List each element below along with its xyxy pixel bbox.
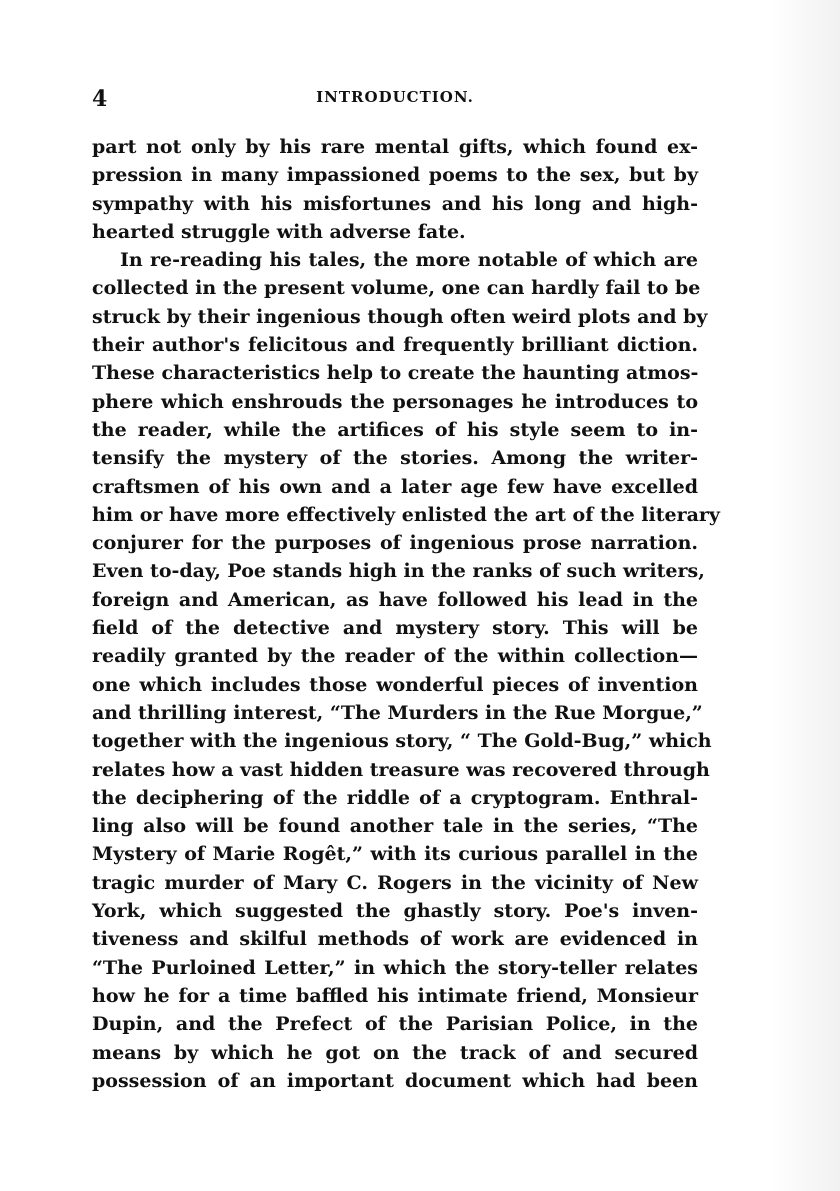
text-line: conjurer for the purposes of ingenious prose narration. xyxy=(92,532,698,555)
body-text xyxy=(92,133,720,1095)
text-line: possession of an important document which had been xyxy=(92,1069,698,1092)
text-line: In re-reading his tales, the more notable of which are xyxy=(120,249,698,272)
text-line: how he for a time baffled his intimate friend, Monsieur xyxy=(92,984,698,1007)
text-line: hearted struggle with adverse fate. xyxy=(92,220,466,243)
text-line: their author's felicitous and frequently brilliant diction. xyxy=(92,334,698,357)
page-header xyxy=(92,88,698,114)
text-line: Mystery of Marie Rogêt,” with its curious parallel in the xyxy=(92,843,698,866)
text-line: ling also will be found another tale in the series, “The xyxy=(92,815,698,838)
text-line: Even to-day, Poe stands high in the ranks of such writers, xyxy=(92,560,705,583)
text-line: readily granted by the reader of the within collection— xyxy=(92,645,698,668)
text-line: field of the detective and mystery story. This will be xyxy=(92,617,698,640)
text-line: York, which suggested the ghastly story. Poe's inven- xyxy=(92,900,698,923)
text-line: Dupin, and the Prefect of the Parisian Police, in the xyxy=(92,1013,698,1036)
text-line: one which includes those wonderful pieces of invention xyxy=(92,673,698,696)
text-line: phere which enshrouds the personages he introduces to xyxy=(92,390,698,413)
text-line: part not only by his rare mental gifts, which found ex- xyxy=(92,136,698,158)
running-head: INTRODUCTION. xyxy=(316,88,474,106)
text-line: means by which he got on the track of and secured xyxy=(92,1041,698,1064)
text-line: sympathy with his misfortunes and his long and high- xyxy=(92,192,698,215)
paragraph-2 xyxy=(92,246,720,1095)
text-line: foreign and American, as have followed his lead in the xyxy=(92,588,698,611)
paragraph-1 xyxy=(92,133,698,246)
text-line: the reader, while the artifices of his style seem to in- xyxy=(92,418,698,441)
text-line: tragic murder of Mary C. Rogers in the vicinity of New xyxy=(92,871,698,894)
text-line: together with the ingenious story, “ The Gold-Bug,” which xyxy=(92,730,712,753)
text-line: pression in many impassioned poems to the sex, but by xyxy=(92,164,698,187)
text-line: These characteristics help to create the haunting atmos- xyxy=(92,362,699,385)
text-line: and thrilling interest, “The Murders in the Rue Morgue,” xyxy=(92,701,703,724)
text-line: tensify the mystery of the stories. Among the writer- xyxy=(92,447,698,470)
text-line: “The Purloined Letter,” in which the story-teller relates xyxy=(92,956,698,979)
text-line: him or have more effectively enlisted the art of the literary xyxy=(92,503,720,526)
page-number: 4 xyxy=(92,86,108,112)
text-line: the deciphering of the riddle of a cryptogram. Enthral- xyxy=(92,786,698,809)
text-line: craftsmen of his own and a later age few have excelled xyxy=(92,475,698,498)
text-line: tiveness and skilful methods of work are evidenced in xyxy=(92,928,698,951)
text-line: struck by their ingenious though often weird plots and by xyxy=(92,305,708,328)
text-line: collected in the present volume, one can hardly fail to be xyxy=(92,277,701,300)
text-line: relates how a vast hidden treasure was recovered through xyxy=(92,758,710,781)
